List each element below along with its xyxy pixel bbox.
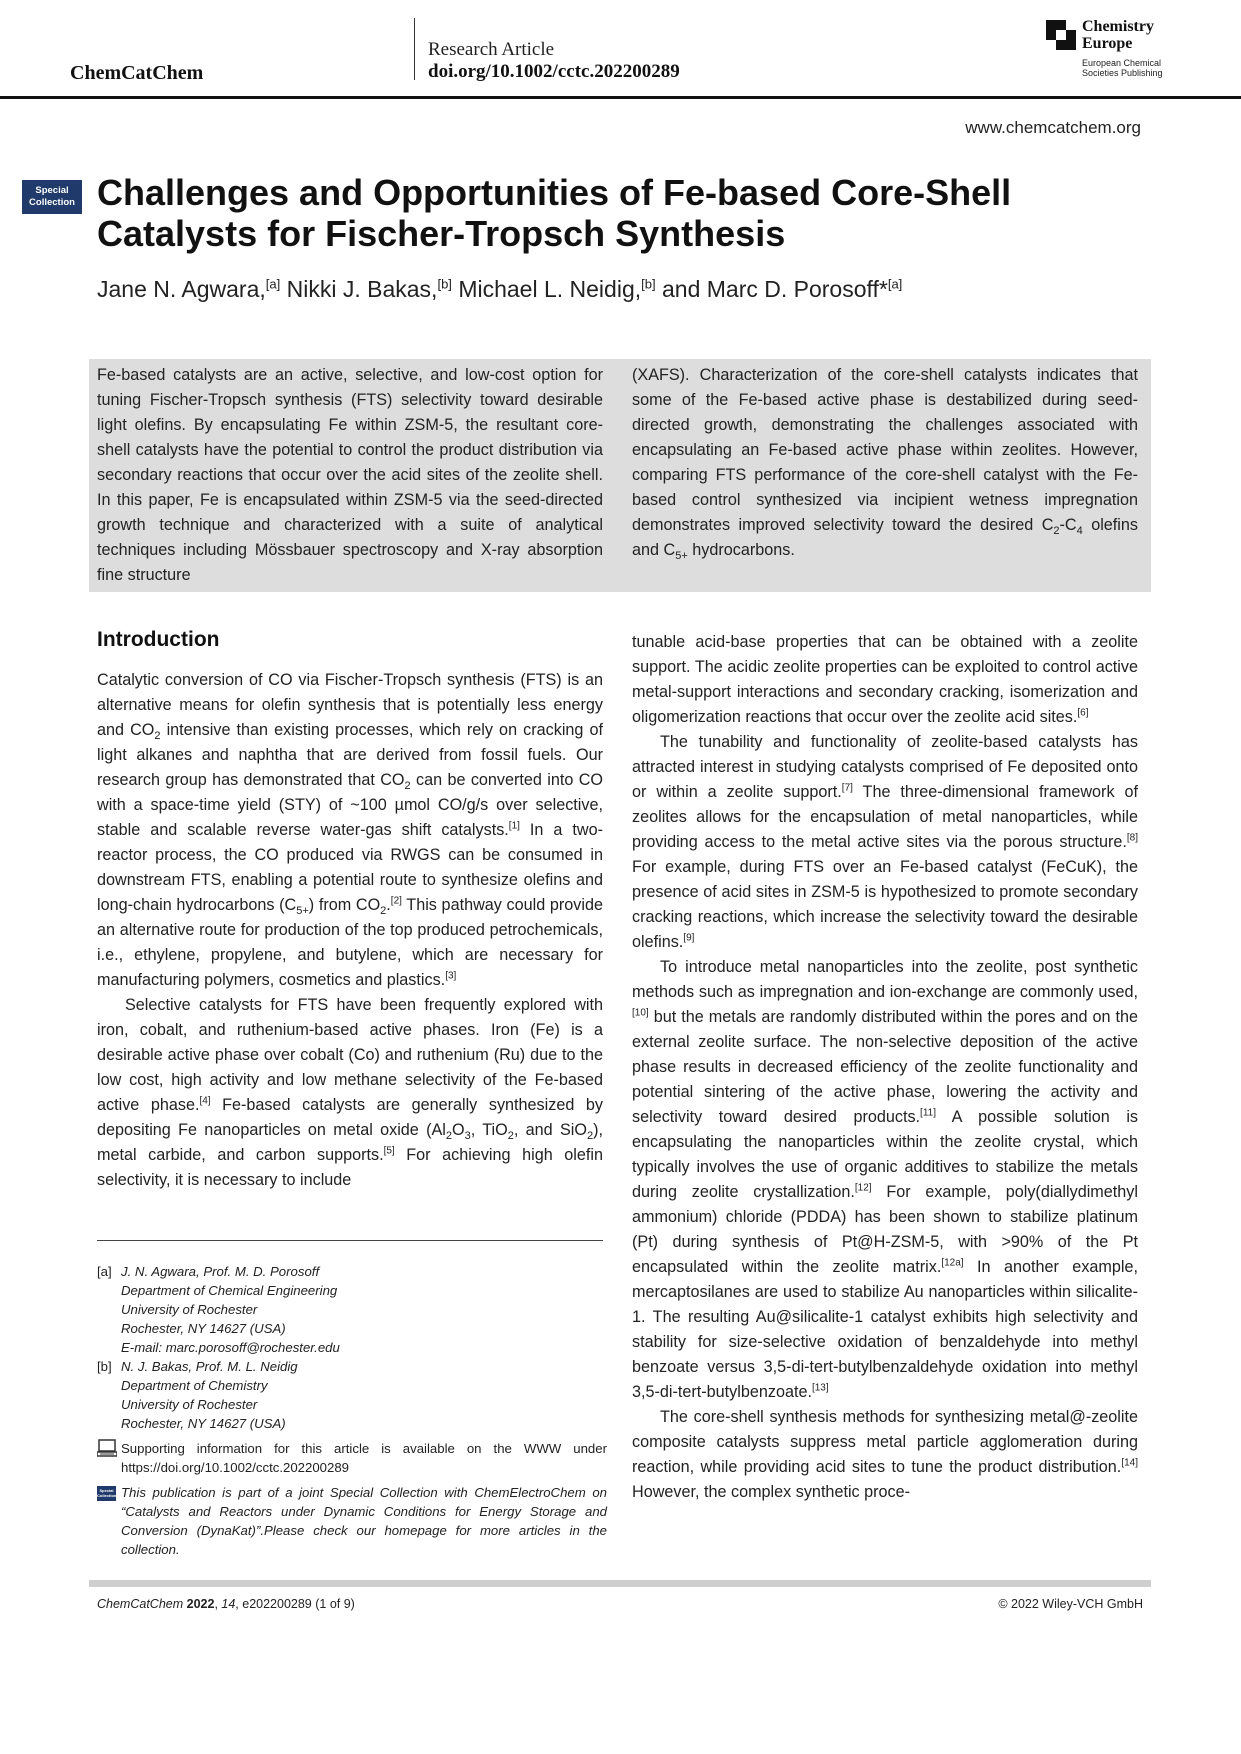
paragraph: To introduce metal nanoparticles into the zeolite, post synthetic methods such as impregnation and ion-exchange are commonly used,[10] but the metals are randomly distributed within the pores and on the external zeolite surface. The non-selective deposition of the active phase results in decreased efficiency of the zeolite functionality and potential sintering of the active phase, lowering the activity and selectivity toward desired products.[11] A possible solution is encapsulating the nanoparticles within the zeolite crystal, which typically involves the use of organic additives to stabilize the metals during zeolite crystallization.[12] For example, poly(diallydimethyl ammonium) chloride (PDDA) has been shown to stabilize platinum (Pt) during synthesis of Pt@H-ZSM-5, with >90% of the Pt encapsulated within the zeolite matrix.[12a] In another example, mercaptosilanes are used to stabilize Au nanoparticles within silicalite-1. The resulting Au@silicalite-1 catalyst exhibits high selectivity and stability for size-selective oxidation of benzaldehyde into methyl benzoate versus 3,5-di-tert-butylbenzaldehyde oxidation into methyl 3,5-di-tert-butylbenzoate.[13] [632,958,1139,1401]
header-divider [414,18,415,80]
special-collection-badge[interactable]: Special Collection [22,180,82,214]
publisher-name: Chemistry Europe [1082,18,1154,52]
section-heading: Introduction [97,628,220,651]
citation-link[interactable]: [4] [199,1095,211,1107]
citation-link[interactable]: [2] [390,895,402,907]
author-list: Jane N. Agwara,[a] Nikki J. Bakas,[b] Michael L. Neidig,[b] and Marc D. Porosoff*[a] [97,276,903,302]
publisher-subtitle: European Chemical Societies Publishing [1082,58,1163,78]
abstract-right: (XAFS). Characterization of the core-shell catalysts indicates that some of the Fe-based active phase is destabilized during seed-directed growth, demonstrating the challenges associated with encapsulating an Fe-based active phase within zeolites. However, comparing FTS performance of the core-shell catalyst with the Fe-based control synthesized via incipient wetness impregnation demonstrates improved selectivity toward the desired $C_2-C_4$ olefins and $C_{5+}$ hydrocarbons. [632,366,1138,563]
supporting-info-note [97,1439,607,1477]
citation-link[interactable]: [6] [1077,707,1089,719]
publisher-block[interactable] [1046,18,1196,82]
footnotes [97,1262,607,1559]
footer-bar [89,1580,1151,1587]
citation-link[interactable]: [12a] [941,1257,964,1269]
citation-link[interactable]: [12] [854,1182,872,1194]
article-type: Research Article [428,39,555,60]
footnote-rule [97,1240,603,1241]
body-right-column [632,630,1138,1505]
affiliation-b: [b] N. J. Bakas, Prof. M. L. Neidig Department of Chemistry University of Rochester Rochester, NY 14627 (USA) [97,1359,298,1431]
citation-link[interactable]: [3] [445,970,457,982]
footer-citation: ChemCatChem 2022, 14, e202200289 (1 of 9) [97,1597,355,1611]
email-link[interactable]: E-mail: marc.porosoff@rochester.edu [121,1340,340,1355]
website-link[interactable]: www.chemcatchem.org [965,118,1141,137]
paragraph: tunable acid-base properties that can be obtained with a zeolite support. The acidic zeolite properties can be exploited to control active metal-support interactions and secondary cracking, isomerization and oligomerization reactions that occur over the zeolite acid sites.[6] [632,633,1138,726]
citation-link[interactable]: [7] [841,782,853,794]
chemistry-europe-logo-icon [1046,20,1076,50]
citation-link[interactable]: [1] [508,820,520,832]
paragraph: Catalytic conversion of CO via Fischer-Tropsch synthesis (FTS) is an alternative means for olefin synthesis that is potentially less energy and $CO_2$ intensive than existing processes, which rely on cracking of light alkanes and naphtha that are derived from fossil fuels. Our research group has demonstrated that $CO_2$ can be converted into CO with a space-time yield (STY) of ~100 µmol CO/g/s over selective, stable and scalable reverse water-gas shift catalysts.[1] In a two-reactor process, the CO produced via RWGS can be consumed in downstream FTS, enabling a potential route to synthesize olefins and long-chain hydrocarbons $(C_{5+})$ from $CO_2.[2]$ This pathway could provide an alternative route for production of the top produced petrochemicals, i.e., ethylene, propylene, and butylene, which are necessary for manufacturing polymers, cosmetics and plastics.[3] [97,671,604,989]
doi-link[interactable]: doi.org/10.1002/cctc.202200289 [428,61,680,82]
citation-link[interactable]: [14] [1121,1457,1138,1469]
abstract [89,359,1151,592]
article-title: Challenges and Opportunities of Fe-based Core-Shell Catalysts for Fischer-Tropsch Synthesis [97,172,1012,254]
citation-link[interactable]: [10] [632,1007,649,1019]
author: Nikki J. Bakas, [286,276,438,302]
affiliation-a: [a] J. N. Agwara, Prof. M. D. Porosoff Department of Chemical Engineering University of Rochester Rochester, NY 14627 (USA) E-mail: marc.porosoff@rochester.edu [97,1264,340,1355]
author: and Marc D. Porosoff* [661,276,888,302]
computer-icon [97,1439,121,1477]
citation-link[interactable]: [13] [811,1382,829,1394]
citation-link[interactable]: [11] [920,1107,936,1119]
journal-name: ChemCatChem [70,62,204,84]
supporting-info-link[interactable]: Supporting information for this article is available on the WWW under https://doi.org/10.1002/cctc.202200289 [121,1441,607,1475]
author: Michael L. Neidig, [458,276,642,302]
header-rule [0,96,1241,99]
special-collection-icon: Special Collection [97,1486,116,1501]
author: Jane N. Agwara, [97,276,266,302]
paragraph: The tunability and functionality of zeolite-based catalysts has attracted interest in studying catalysts comprised of Fe deposited onto or within a zeolite support.[7] The three-dimensional framework of zeolites allows for the encapsulation of metal nanoparticles, while providing access to the metal active sites via the porous structure.[8] For example, during FTS over an Fe-based catalyst (FeCuK), the presence of acid sites in ZSM-5 is hypothesized to promote secondary cracking reactions, which increase the selectivity toward the desirable olefins.[9] [632,733,1138,951]
citation-link[interactable]: [8] [1126,832,1138,844]
footer-copyright: © 2022 Wiley-VCH GmbH [998,1597,1143,1611]
body-left-column [97,626,603,1193]
paragraph: The core-shell synthesis methods for synthesizing metal@-zeolite composite catalysts suppress metal particle agglomeration during reaction, while providing acid sites to tune the product distribution.[14] However, the complex synthetic proce- [632,1408,1138,1501]
abstract-left: Fe-based catalysts are an active, selective, and low-cost option for tuning Fischer-Tropsch synthesis (FTS) selectivity toward desirable light olefins. By encapsulating Fe within ZSM-5, the resultant core-shell catalysts have the potential to control the product distribution via secondary reactions that occur over the acid sites of the zeolite shell. In this paper, Fe is encapsulated within ZSM-5 via the seed-directed growth technique and characterized with a suite of analytical techniques including Mössbauer spectroscopy and X-ray absorption fine structure [97,366,603,584]
paragraph: Selective catalysts for FTS have been frequently explored with iron, cobalt, and ruthenium-based active phases. Iron (Fe) is a desirable active phase over cobalt (Co) and ruthenium (Ru) due to the low cost, high activity and low methane selectivity of the Fe-based active phase.[4] Fe-based catalysts are generally synthesized by depositing Fe nanoparticles on metal oxide ($Al_2O_3$, TiO$_2$, and SiO$_2$), metal carbide, and carbon supports.[5] For achieving high olefin selectivity, it is necessary to include [97,996,603,1189]
special-collection-note: Special Collection This publication is part of a joint Special Collection with ChemElectroChem on “Catalysts and Reactors under Dynamic Conditions for Energy Storage and Conversion (DynaKat)”.Please check our homepage for more articles in the collection. [97,1485,607,1557]
citation-link[interactable]: [5] [383,1145,395,1157]
citation-link[interactable]: [9] [683,932,695,944]
